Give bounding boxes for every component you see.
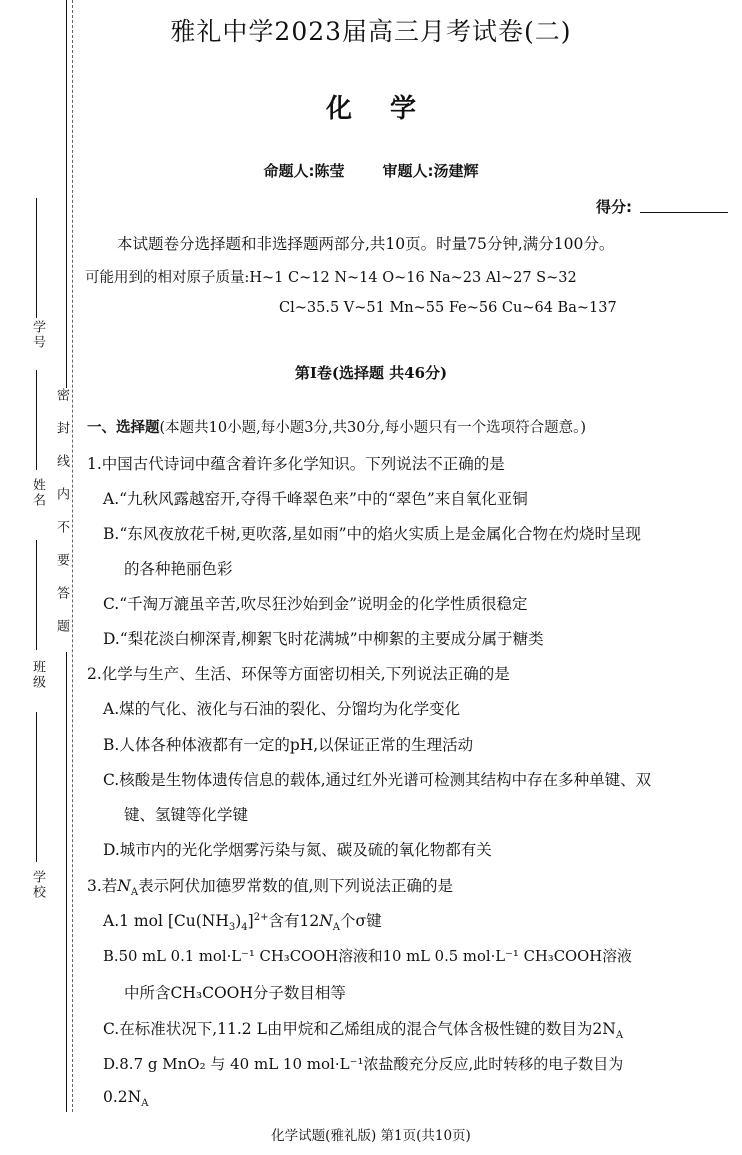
q3-a-part2: ) [235,912,242,930]
part-head-label: 一、选择题 [87,419,160,436]
q2-option-c-line2: 键、氢键等化学键 [124,806,249,824]
q3-a-sub4: 4 [241,922,248,934]
q3-c-text: C.在标准状况下,11.2 L由甲烷和乙烯组成的混合气体含极性键的数目为2N [103,1020,616,1038]
intro-line-3: Cl~35.5 V~51 Mn~55 Fe~56 Cu~64 Ba~137 [279,300,617,316]
q2-option-b: B.人体各种体液都有一定的pH,以保证正常的生理活动 [103,736,474,754]
q3-a-part5: 个σ键 [340,912,382,930]
q1-option-b-line1: B.“东风夜放花千树,更吹落,星如雨”中的焰火实质上是金属化合物在灼烧时呈现 [103,525,642,543]
school-label: 学校 [30,870,45,900]
q1-option-c: C.“千淘万漉虽辛苦,吹尽狂沙始到金”说明金的化学性质很稳定 [103,595,528,613]
q3-option-a [103,909,382,933]
part-head-note: (本题共10小题,每小题3分,共30分,每小题只有一个选项符合题意。) [159,420,587,436]
q3-option-d-line1: D.8.7 g MnO₂ 与 40 mL 10 mol·L⁻¹浓盐酸充分反应,此时转移的电子数目为 [103,1055,624,1073]
q1-stem: 1.中国古代诗词中蕴含着许多化学知识。下列说法不正确的是 [87,455,505,473]
section-title: 第Ⅰ卷(选择题 共46分) [294,364,448,382]
student-id-label: 学号 [30,320,45,350]
q3-d-text: 0.2N [103,1088,142,1106]
author-line [0,160,742,181]
part-heading [87,416,586,437]
q3-option-d-line2 [103,1088,148,1109]
q3-option-b-line2: 中所含CH₃COOH分子数目相等 [124,984,346,1002]
page-footer: 化学试题(雅礼版) 第1页(共10页) [271,1128,471,1144]
score-label: 得分: [596,198,632,216]
class-line [36,540,37,650]
name-line [36,370,37,470]
q3-a-symbol: N [319,912,333,930]
avogadro-subscript: A [130,887,139,899]
class-label: 班级 [30,660,45,690]
q3-a-part4: 含有12 [268,912,320,930]
q3-a-part3: ] [247,912,254,930]
q3-option-b-line1: B.50 mL 0.1 mol·L⁻¹ CH₃COOH溶液和10 mL 0.5 mol·L⁻¹ CH₃COOH溶液 [103,948,632,965]
q3-a-part1: A.1 mol [Cu(NH [103,912,229,930]
school-line [36,712,37,862]
q2-option-d: D.城市内的光化学烟雾污染与氮、碳及硫的氧化物都有关 [103,841,492,859]
avogadro-symbol: N [117,877,131,895]
exam-title: 雅礼中学2023届高三月考试卷(二) [170,17,572,46]
intro-line-2: 可能用到的相对原子质量:H~1 C~12 N~14 O~16 Na~23 Al~27 S~32 [85,270,577,286]
q3-stem-suffix: 表示阿伏加德罗常数的值,则下列说法正确的是 [138,877,454,895]
q2-stem: 2.化学与生产、生活、环保等方面密切相关,下列说法正确的是 [87,665,510,683]
q3-stem [87,874,453,898]
q3-a-charge: 2+ [253,911,269,923]
student-id-line [36,198,37,318]
q3-option-c [103,1017,623,1041]
q3-c-sub: A [615,1030,624,1042]
q2-option-a: A.煤的气化、液化与石油的裂化、分馏均为化学变化 [103,700,461,718]
intro-line-1: 本试题卷分选择题和非选择题两部分,共10页。时量75分钟,满分100分。 [117,235,615,253]
subject-title: 化学 [325,94,454,124]
q1-option-d: D.“梨花淡白柳深青,柳絮飞时花满城”中柳絮的主要成分属于糖类 [103,630,544,648]
author-name: 命题人:陈莹 [263,162,345,180]
q3-a-symbol-sub: A [332,922,340,934]
name-label: 姓名 [30,478,45,508]
reviewer-name: 审题人:汤建辉 [382,162,479,180]
q2-option-c-line1: C.核酸是生物体遗传信息的载体,通过红外光谱可检测其结构中存在多种单键、双 [103,771,652,789]
q3-a-sub3: 3 [228,922,236,934]
q3-d-sub: A [141,1098,149,1110]
q1-option-b-line2: 的各种艳丽色彩 [124,560,233,578]
seal-warning-text: 密封线内不要答题 [54,388,69,652]
q1-option-a: A.“九秋风露越窑开,夺得千峰翠色来”中的“翠色”来自氧化亚铜 [103,490,528,508]
q3-stem-prefix: 3.若 [87,877,118,895]
score-blank[interactable] [640,212,728,213]
